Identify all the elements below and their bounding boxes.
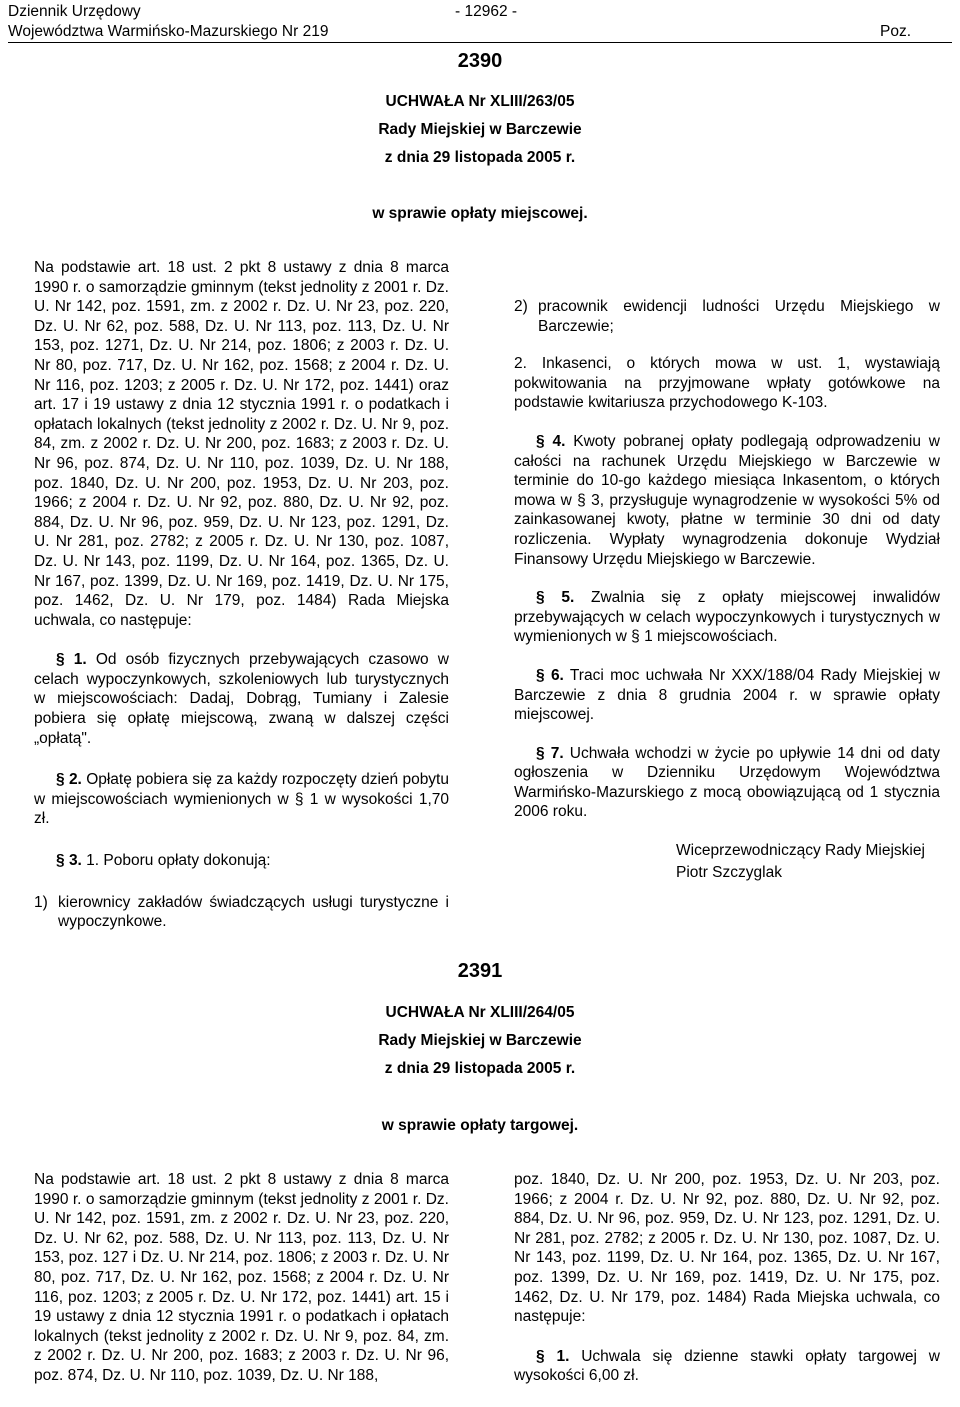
position-label: Poz. [880,23,912,40]
paragraph-4: § 4. Kwoty pobranej opłaty podlegają odprowadzeniu w całości na rachunek Urzędu Miejskiego w Barczewie w terminie do 10-go każdego miesiąca Inkasentom, o których mowa w § 3, przysługuje wynagrodzenie w wysokości 5% od zainkasowanej kwoty, płatne w terminie 30 dni od daty rozliczenia. Wypłaty wynagrodzenia dokonuje Wydział Finansowy Urzędu Miejskiego w Barczewie. [514,432,940,568]
resolution-title: UCHWAŁA Nr XLIII/263/05 [385,93,575,110]
section-mark-4: § 4. [536,432,566,450]
header-divider [8,42,952,43]
paragraph-3: § 3. 1. Poboru opłaty dokonują: [56,852,271,870]
list-item: 1) kierownicy zakładów świadczących usługi turystyczne i wypoczynkowe. [34,893,449,931]
signer-title: Wiceprzewodniczący Rady Miejskiej [676,842,925,860]
resolution-subject: w sprawie opłaty targowej. [381,1117,579,1134]
section-mark-1: § 1. [56,651,87,669]
signer-name: Piotr Szczyglak [676,864,782,882]
section-mark-6: § 6. [536,666,564,684]
signature-block [676,840,940,884]
journal-header [8,2,448,41]
council-name: Rady Miejskiej w Barczewie [378,1032,582,1049]
preamble-part-1: Na podstawie art. 18 ust. 2 pkt 8 ustawy z dnia 8 marca 1990 r. o samorządzie gminnym (tekst jednolity z 2001 r. Dz. U. Nr 142, poz. 1591, zm. z 2002 r. Dz. U. Nr 23, poz. 220, Dz. U. Nr 62, poz. 588, Dz. U. Nr 113, poz. 113, Dz. U. Nr 153, poz. 127 i Dz. U. Nr 214, poz. 1806; z 2003 r. Dz. U. Nr 80, poz. 717, Dz. U. Nr 162, poz. 1568; z 2004 r. Dz. U. Nr 116, poz. 1203; z 2005 r. Dz. U. Nr 172, poz. 1441) art. 15 i 19 ustawy z dnia 12 stycznia 1991 r. o podatkach i opłatach lokalnych (tekst jednolity z 2002 r. Dz. U. Nr 9, poz. 84, zm. z 2002 r. Dz. U. Nr 200, poz. 1683; z 2003 r. Dz. U. Nr 96, poz. 874, Dz. U. Nr 110, poz. 1039, Dz. U. Nr 188, [34,1171,449,1384]
section-mark-5: § 5. [536,589,575,607]
paragraph-3-2: 2. Inkasenci, o których mowa w ust. 1, wystawiają pokwitowania na przyjmowane wpłaty gotówkowe na podstawie kwitariusza przychodowego K-103. [514,355,940,412]
section-mark-3: § 3. [56,852,82,870]
council-name: Rady Miejskiej w Barczewie [378,121,582,138]
paragraph-1: § 1. Od osób fizycznych przebywających czasowo w celach wypoczynkowych, szkoleniowych lub turystycznych w miejscowościach: Dadaj, Dobrąg, Tumiany i Zalesie pobiera się opłatę miejscową, zwaną w dalszej części „opłatą". [34,651,449,747]
section-mark-7: § 7. [536,744,564,762]
section-mark-1: § 1. [536,1347,570,1365]
left-column [34,258,449,932]
resolution-title: UCHWAŁA Nr XLIII/264/05 [385,1004,575,1021]
preamble-part-2: poz. 1840, Dz. U. Nr 200, poz. 1953, Dz. U. Nr 203, poz. 1966; z 2004 r. Dz. U. Nr 92, poz. 880, Dz. U. Nr 92, poz. 884, Dz. U. Nr 96, poz. 959, Dz. U. Nr 123, poz. 1291, Dz. U. Nr 281, poz. 2782; z 2005 r. Dz. U. Nr 130, poz. 1087, Dz. U. Nr 143, poz. 1199, Dz. U. Nr 164, poz. 1365, Dz. U. Nr 167, poz. 1399, Dz. U. Nr 169, poz. 1419, Dz. U. Nr 175, poz. 1462, Dz. U. Nr 179, poz. 1484) Rada Miejska uchwala, co następuje: [514,1171,940,1326]
left-column [34,1170,449,1386]
resolution-subject: w sprawie opłaty miejscowej. [372,205,588,222]
section-mark-2: § 2. [56,771,82,789]
doc-number: 2391 [457,960,503,982]
paragraph-2: § 2. Opłatę pobiera się za każdy rozpoczęty dzień pobytu w miejscowościach wymienionych w § 1 w wysokości 1,70 zł. [34,771,449,828]
paragraph-6: § 6. Traci moc uchwała Nr XXX/188/04 Rady Miejskiej w Barczewie z dnia 8 grudnia 2004 r. w sprawie opłaty miejscowej. [514,666,940,724]
resolution-date: z dnia 29 listopada 2005 r. [384,149,576,166]
paragraph-7: § 7. Uchwała wchodzi w życie po upływie 14 dni od daty ogłoszenia w Dzienniku Urzędowym Województwa Warmińsko-Mazurskiego z mocą obowiązującą od 1 stycznia 2006 roku. [514,744,940,821]
journal-region: Województwa Warmińsko-Mazurskiego Nr 219 [8,22,329,40]
preamble: Na podstawie art. 18 ust. 2 pkt 8 ustawy z dnia 8 marca 1990 r. o samorządzie gminnym (tekst jednolity z 2001 r. Dz. U. Nr 142, poz. 1591, zm. z 2002 r. Dz. U. Nr 23, poz. 220, Dz. U. Nr 62, poz. 588, Dz. U. Nr 113, poz. 113, Dz. U. Nr 153, poz. 1271, Dz. U. Nr 214, poz. 1806; z 2003 r. Dz. U. Nr 80, poz. 717, Dz. U. Nr 162, poz. 1568; z 2004 r. Dz. U. Nr 116, poz. 1203; z 2005 r. Dz. U. Nr 172, poz. 1441) oraz art. 17 i 19 ustawy z dnia 12 stycznia 1991 r. o podatkach i opłatach lokalnych (tekst jednolity z 2002 r. Dz. U. Nr 9, poz. 84, zm. z 2002 r. Dz. U. Nr 200, poz. 1683; z 2003 r. Dz. U. Nr 96, poz. 874, Dz. U. Nr 110, poz. 1039, Dz. U. Nr 188, poz. 1840, Dz. U. Nr 200, poz. 1953, Dz. U. Nr 203, poz. 1966; z 2004 r. Dz. U. Nr 92, poz. 880, Dz. U. Nr 92, poz. 884, Dz. U. Nr 96, poz. 959, Dz. U. Nr 123, poz. 1291, Dz. U. Nr 281, poz. 2782; z 2005 r. Dz. U. Nr 130, poz. 1087, Dz. U. Nr 143, poz. 1199, Dz. U. Nr 164, poz. 1365, Dz. U. Nr 167, poz. 1399, Dz. U. Nr 169, poz. 1419, Dz. U. Nr 175, poz. 1462, Dz. U. Nr 179, poz. 1484) Rada Miejska uchwala, co następuje: [34,259,449,629]
right-column [514,258,940,884]
right-column [514,1170,940,1386]
journal-title: Dziennik Urzędowy [8,3,141,20]
paragraph-5: § 5. Zwalnia się z opłaty miejscowej inwalidów przebywających w celach wypoczynkowych i turystycznych w wymienionych w § 1 miejscowościach. [514,589,940,646]
resolution-date: z dnia 29 listopada 2005 r. [384,1060,576,1077]
list-item: 2) pracownik ewidencji ludności Urzędu Miejskiego w Barczewie; [514,298,940,335]
paragraph-1: § 1. Uchwala się dzienne stawki opłaty targowej w wysokości 6,00 zł. [514,1347,940,1385]
doc-number: 2390 [457,50,503,72]
page-number: - 12962 - [455,3,518,20]
